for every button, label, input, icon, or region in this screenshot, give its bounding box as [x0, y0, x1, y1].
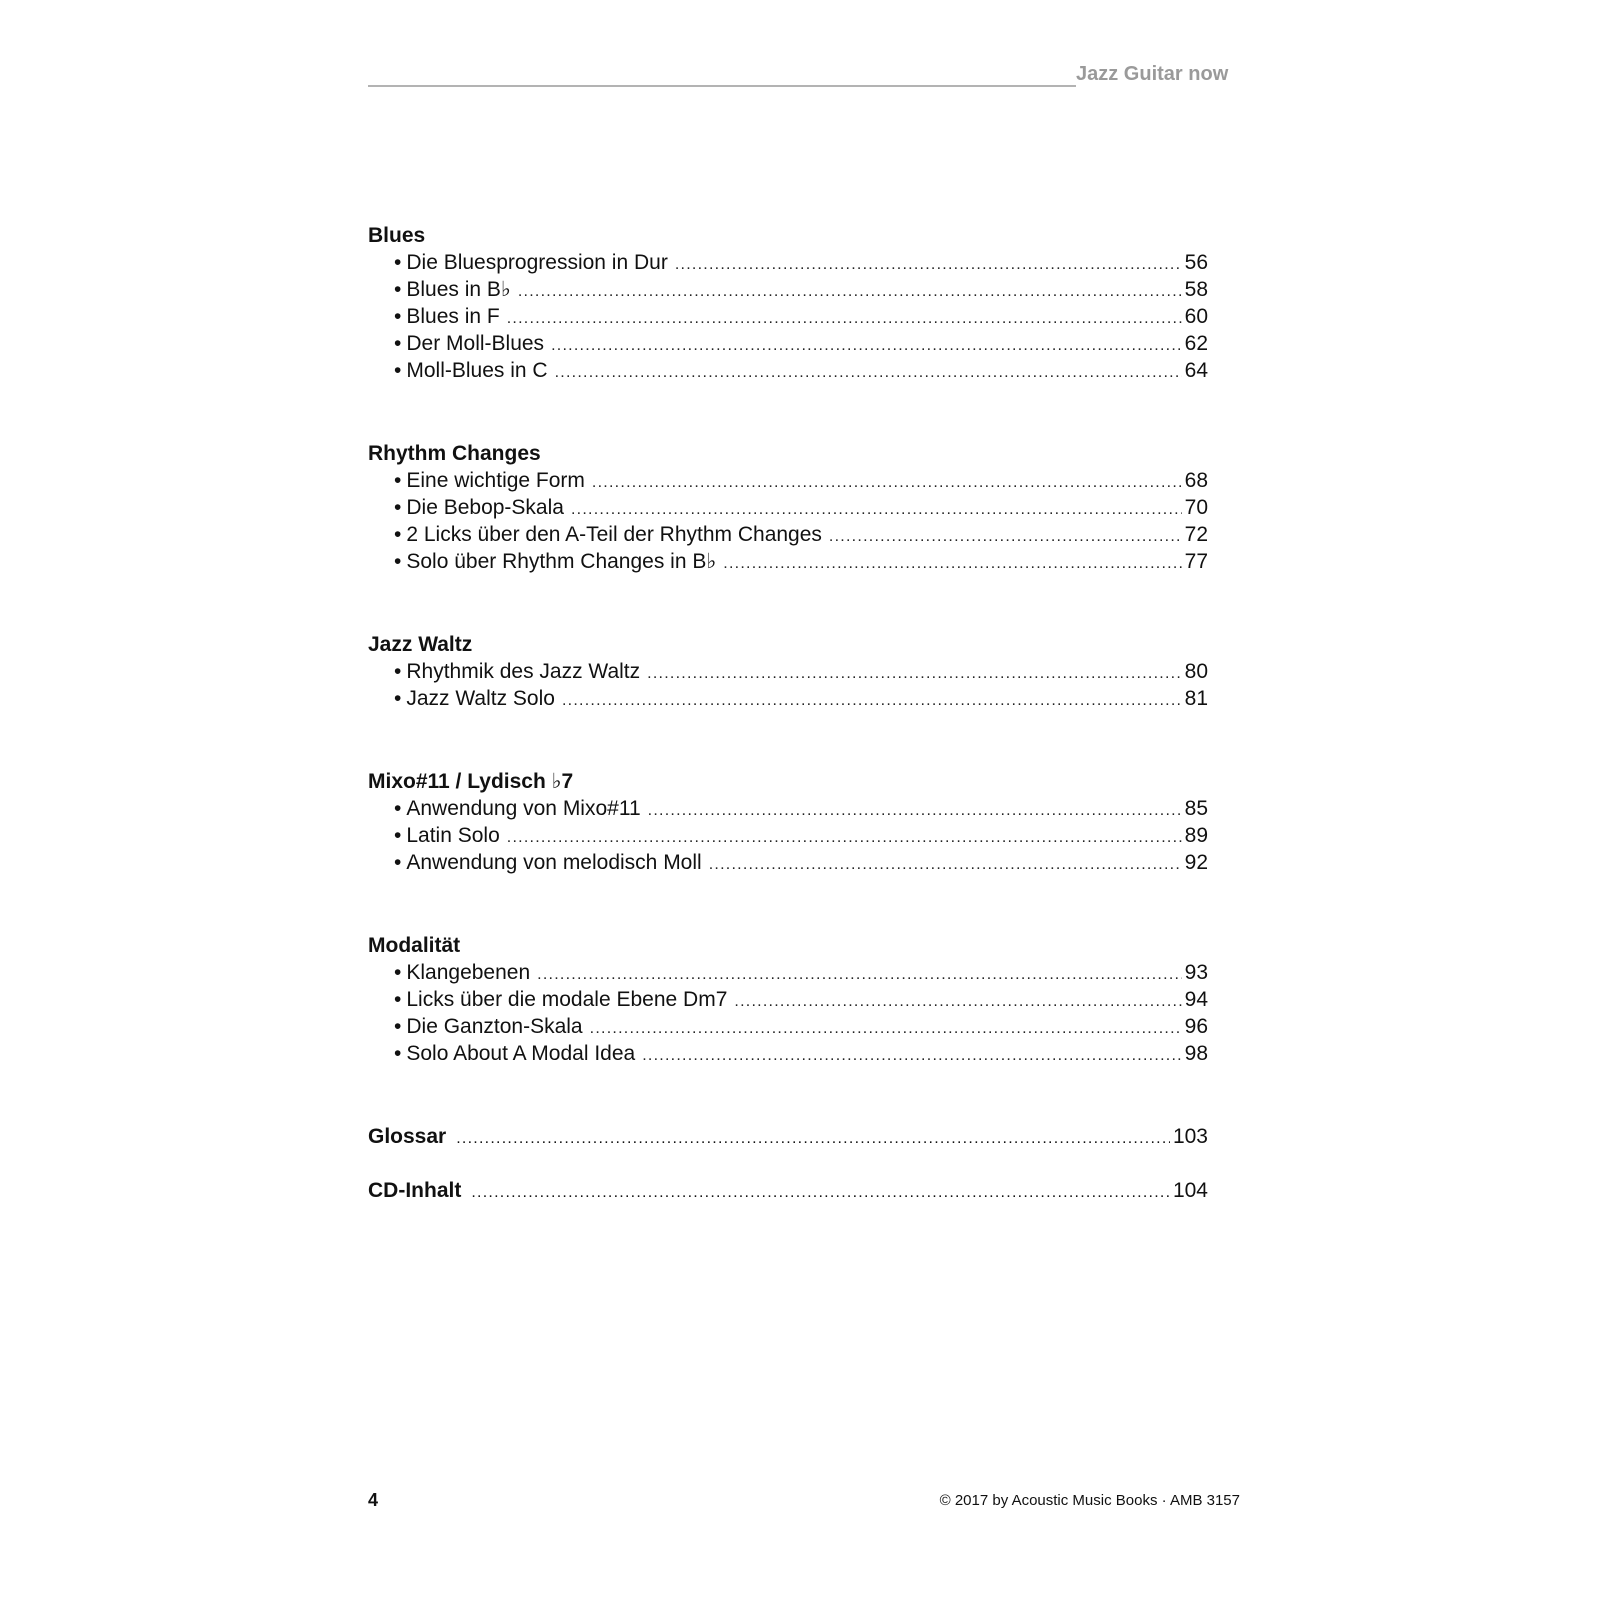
entry-label: Die Bebop-Skala — [406, 496, 564, 519]
entry-label: Jazz Waltz Solo — [406, 687, 555, 710]
toc-entry[interactable] — [368, 822, 1208, 849]
entry-label: Moll-Blues in C — [406, 359, 548, 382]
entry-label: Latin Solo — [406, 824, 500, 847]
dot-leader — [555, 357, 1182, 386]
entry-label: Glossar — [368, 1125, 447, 1148]
entry-page: 68 — [1184, 469, 1208, 492]
entry-page: 64 — [1184, 359, 1208, 382]
toc-entry[interactable] — [368, 1013, 1208, 1040]
dot-leader — [590, 1013, 1182, 1042]
entry-label: Blues in B♭ — [406, 278, 511, 301]
entry-label: Die Ganzton-Skala — [406, 1015, 583, 1038]
bullet-icon: • — [394, 1042, 402, 1065]
toc-entry[interactable] — [368, 521, 1208, 548]
bullet-icon: • — [394, 469, 402, 492]
entry-page: 104 — [1172, 1179, 1208, 1202]
dot-leader — [723, 548, 1181, 577]
toc-entry[interactable] — [368, 548, 1208, 575]
entry-label: Solo über Rhythm Changes in B♭ — [406, 550, 717, 573]
table-of-contents — [368, 222, 1208, 1204]
dot-leader — [518, 276, 1182, 305]
entry-label: CD-Inhalt — [368, 1179, 462, 1202]
dot-leader — [551, 330, 1182, 359]
dot-leader — [537, 959, 1181, 988]
entry-page: 72 — [1184, 523, 1208, 546]
toc-entry[interactable] — [368, 658, 1208, 685]
entry-label: Solo About A Modal Idea — [406, 1042, 636, 1065]
dot-leader — [642, 1040, 1181, 1069]
entry-page: 93 — [1184, 961, 1208, 984]
header-rule — [368, 85, 1076, 87]
toc-entry-cd-inhalt[interactable] — [368, 1177, 1208, 1204]
dot-leader — [734, 986, 1181, 1015]
bullet-icon: • — [394, 496, 402, 519]
toc-section-mixo-lydisch — [368, 768, 1208, 876]
section-title: Mixo#11 / Lydisch ♭7 — [368, 770, 574, 793]
toc-entry[interactable] — [368, 849, 1208, 876]
section-title: Rhythm Changes — [368, 442, 541, 465]
dot-leader — [456, 1123, 1170, 1152]
entry-page: 103 — [1172, 1125, 1208, 1148]
dot-leader — [571, 494, 1182, 523]
entry-label: 2 Licks über den A-Teil der Rhythm Changes — [406, 523, 822, 546]
bullet-icon: • — [394, 961, 402, 984]
dot-leader — [562, 685, 1182, 714]
entry-page: 56 — [1184, 251, 1208, 274]
entry-label: Anwendung von melodisch Moll — [406, 851, 702, 874]
toc-entry[interactable] — [368, 249, 1208, 276]
bullet-icon: • — [394, 660, 402, 683]
toc-entry[interactable] — [368, 959, 1208, 986]
bullet-icon: • — [394, 305, 402, 328]
entry-label: Eine wichtige Form — [406, 469, 585, 492]
bullet-icon: • — [394, 797, 402, 820]
entry-page: 85 — [1184, 797, 1208, 820]
entry-page: 96 — [1184, 1015, 1208, 1038]
entry-page: 77 — [1184, 550, 1208, 573]
toc-section-blues — [368, 222, 1208, 384]
toc-entry[interactable] — [368, 276, 1208, 303]
toc-section-jazz-waltz — [368, 631, 1208, 712]
entry-page: 70 — [1184, 496, 1208, 519]
dot-leader — [471, 1177, 1170, 1206]
bullet-icon: • — [394, 332, 402, 355]
toc-entry[interactable] — [368, 494, 1208, 521]
entry-label: Licks über die modale Ebene Dm7 — [406, 988, 728, 1011]
copyright-notice: © 2017 by Acoustic Music Books · AMB 3157 — [939, 1492, 1240, 1509]
entry-label: Klangebenen — [406, 961, 531, 984]
entry-label: Die Bluesprogression in Dur — [406, 251, 668, 274]
toc-entry-glossar[interactable] — [368, 1123, 1208, 1150]
entry-page: 94 — [1184, 988, 1208, 1011]
bullet-icon: • — [394, 523, 402, 546]
entry-label: Der Moll-Blues — [406, 332, 545, 355]
toc-entry[interactable] — [368, 330, 1208, 357]
dot-leader — [507, 303, 1182, 332]
entry-page: 81 — [1184, 687, 1208, 710]
toc-entry[interactable] — [368, 303, 1208, 330]
bullet-icon: • — [394, 278, 402, 301]
bullet-icon: • — [394, 550, 402, 573]
toc-entry[interactable] — [368, 467, 1208, 494]
entry-page: 89 — [1184, 824, 1208, 847]
toc-entry[interactable] — [368, 1040, 1208, 1067]
entry-page: 60 — [1184, 305, 1208, 328]
dot-leader — [507, 822, 1182, 851]
dot-leader — [648, 795, 1182, 824]
toc-entry[interactable] — [368, 986, 1208, 1013]
entry-label: Blues in F — [406, 305, 500, 328]
section-title: Modalität — [368, 934, 461, 957]
toc-entry[interactable] — [368, 685, 1208, 712]
running-header-title: Jazz Guitar now — [1076, 63, 1229, 85]
dot-leader — [647, 658, 1182, 687]
bullet-icon: • — [394, 687, 402, 710]
entry-page: 92 — [1184, 851, 1208, 874]
toc-section-modalitaet — [368, 932, 1208, 1067]
entry-page: 62 — [1184, 332, 1208, 355]
bullet-icon: • — [394, 988, 402, 1011]
page-number: 4 — [368, 1490, 379, 1510]
toc-section-rhythm-changes — [368, 440, 1208, 575]
entry-label: Anwendung von Mixo#11 — [406, 797, 641, 820]
entry-label: Rhythmik des Jazz Waltz — [406, 660, 641, 683]
toc-entry[interactable] — [368, 795, 1208, 822]
bullet-icon: • — [394, 851, 402, 874]
entry-page: 58 — [1184, 278, 1208, 301]
bullet-icon: • — [394, 359, 402, 382]
bullet-icon: • — [394, 251, 402, 274]
section-title: Blues — [368, 224, 426, 247]
toc-entry[interactable] — [368, 357, 1208, 384]
bullet-icon: • — [394, 1015, 402, 1038]
entry-page: 80 — [1184, 660, 1208, 683]
bullet-icon: • — [394, 824, 402, 847]
dot-leader — [709, 849, 1182, 878]
section-title: Jazz Waltz — [368, 633, 473, 656]
dot-leader — [592, 467, 1182, 496]
entry-page: 98 — [1184, 1042, 1208, 1065]
dot-leader — [675, 249, 1182, 278]
dot-leader — [829, 521, 1182, 550]
